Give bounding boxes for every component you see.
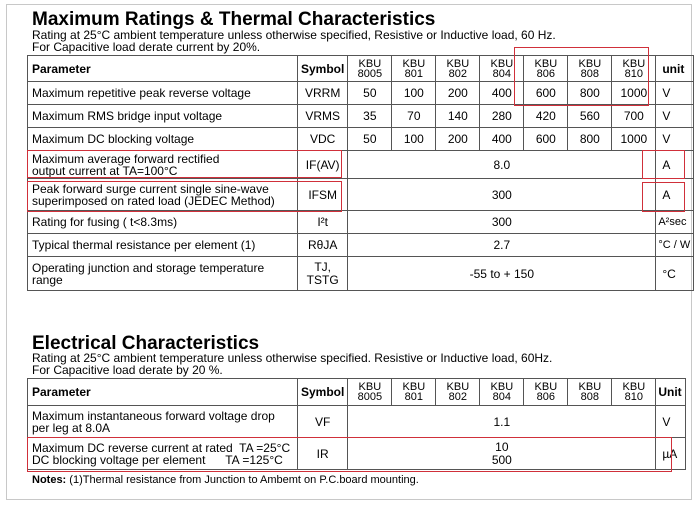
value-cell: 8.0 (348, 151, 656, 179)
table-row (28, 151, 694, 179)
header-model: KBU 810 (612, 56, 656, 82)
table-row (28, 438, 686, 470)
param-line: range (32, 272, 63, 287)
header-unit: Unit (656, 379, 685, 406)
value-cell: 800 (568, 82, 612, 105)
unit-cell: A²sec (656, 211, 694, 234)
section1-capacitive-note: For Capacitive load derate current by 20%. (32, 40, 261, 54)
unit-cell: °C / W (656, 234, 694, 257)
unit-cell: V (656, 105, 694, 128)
value-cell: 1.1 (348, 406, 656, 438)
table-row (28, 406, 686, 438)
header-unit: unit (656, 56, 694, 82)
value-cell: 400 (480, 128, 524, 151)
param-cell: Maximum RMS bridge input voltage (28, 105, 298, 128)
table-row (28, 105, 694, 128)
param-line: Operating junction and storage temperature (32, 260, 265, 275)
value-cell: -55 to + 150 (348, 257, 656, 291)
value-cell: 420 (524, 105, 568, 128)
header-model: KBU 808 (568, 379, 612, 406)
symbol-cell (298, 257, 348, 291)
table-row (28, 234, 694, 257)
unit-cell: V (656, 406, 685, 438)
param-line: output current at TA=100°C (32, 163, 178, 178)
param-line: Maximum instantaneous forward voltage drop (32, 408, 275, 423)
value-line: 500 (491, 452, 512, 467)
header-model: KBU 8005 (348, 56, 392, 82)
value-cell: 600 (524, 82, 568, 105)
value-cell: 70 (392, 105, 436, 128)
symbol-cell: RθJA (298, 234, 348, 257)
value-cell: 100 (392, 128, 436, 151)
header-model: KBU 810 (612, 379, 656, 406)
unit-cell: µA (656, 438, 685, 470)
section2-title: Electrical Characteristics (32, 333, 260, 354)
header-model: KBU 8005 (348, 379, 392, 406)
notes-label: Notes: (32, 474, 67, 486)
header-model: KBU 801 (392, 379, 436, 406)
param-line: Peak forward surge current single sine-wave (32, 181, 269, 196)
symbol-cell: VDC (298, 128, 348, 151)
value-cell: 50 (348, 82, 392, 105)
header-model: KBU 806 (524, 56, 568, 82)
value-cell: 560 (568, 105, 612, 128)
table-row (28, 128, 694, 151)
section1-title: Maximum Ratings & Thermal Characteristics (32, 9, 436, 30)
table-row (28, 211, 694, 234)
value-cell: 100 (392, 82, 436, 105)
symbol-cell: IF(AV) (298, 151, 348, 179)
param-cell (28, 257, 298, 291)
value-line: 10 (495, 439, 509, 454)
value-cell: 800 (568, 128, 612, 151)
value-cell: 400 (480, 82, 524, 105)
param-line: Maximum average forward rectified (32, 151, 220, 166)
unit-cell: V (656, 128, 694, 151)
header-model: KBU 802 (436, 56, 480, 82)
param-cell (28, 179, 298, 211)
ratings-header-row (28, 56, 694, 82)
table-row (28, 179, 694, 211)
value-cell: 600 (524, 128, 568, 151)
symbol-cell: IFSM (298, 179, 348, 211)
param-cell (28, 406, 298, 438)
header-model: KBU 806 (524, 379, 568, 406)
header-model: KBU 804 (480, 56, 524, 82)
header-symbol: Symbol (298, 379, 348, 406)
symbol-cell: VRMS (298, 105, 348, 128)
notes-text: (1)Thermal resistance from Junction to Ambemt on P.C.board mounting. (69, 474, 419, 486)
header-symbol: Symbol (298, 56, 348, 82)
electrical-header-row (28, 379, 686, 406)
header-model: KBU 804 (480, 379, 524, 406)
unit-cell: A (656, 151, 694, 179)
value-cell: 300 (348, 179, 656, 211)
section2-rating-note: Rating at 25°C ambient temperature unless otherwise specified. Resistive or Inductive load, 60Hz. (32, 351, 553, 365)
header-model: KBU 808 (568, 56, 612, 82)
param-cell: Typical thermal resistance per element (1) (28, 234, 298, 257)
param-line: superimposed on rated load (JEDEC Method) (32, 193, 275, 208)
value-cell: 280 (480, 105, 524, 128)
section1-rating-note: Rating at 25°C ambient temperature unless otherwise specified, Resistive or Inductive load, 60 Hz. (32, 28, 556, 42)
value-cell: 50 (348, 128, 392, 151)
param-cell: Rating for fusing ( t<8.3ms) (28, 211, 298, 234)
unit-cell: A (656, 179, 694, 211)
value-cell (348, 438, 656, 470)
param-cell (28, 151, 298, 179)
value-cell: 200 (436, 82, 480, 105)
symbol-cell: I²t (298, 211, 348, 234)
param-line: DC blocking voltage per element TA =125°C (32, 452, 283, 467)
symbol-line: TSTG (306, 272, 339, 287)
header-parameter: Parameter (28, 56, 298, 82)
symbol-cell: IR (298, 438, 348, 470)
ratings-table (27, 55, 694, 291)
value-cell: 300 (348, 211, 656, 234)
table-row (28, 257, 694, 291)
electrical-table (27, 378, 686, 470)
section2-capacitive-note: For Capacitive load derate by 20 %. (32, 363, 223, 377)
header-model: KBU 801 (392, 56, 436, 82)
param-cell: Maximum repetitive peak reverse voltage (28, 82, 298, 105)
unit-cell: °C (656, 257, 694, 291)
param-cell: Maximum DC blocking voltage (28, 128, 298, 151)
symbol-cell: VRRM (298, 82, 348, 105)
value-cell: 140 (436, 105, 480, 128)
value-cell: 35 (348, 105, 392, 128)
notes (32, 474, 419, 486)
symbol-cell: VF (298, 406, 348, 438)
unit-cell: V (656, 82, 694, 105)
value-cell: 700 (612, 105, 656, 128)
header-model: KBU 802 (436, 379, 480, 406)
param-line: Maximum DC reverse current at rated TA =25°C (32, 440, 291, 455)
table-row (28, 82, 694, 105)
value-cell: 1000 (612, 82, 656, 105)
value-cell: 2.7 (348, 234, 656, 257)
value-cell: 1000 (612, 128, 656, 151)
param-cell (28, 438, 298, 470)
value-cell: 200 (436, 128, 480, 151)
header-parameter: Parameter (28, 379, 298, 406)
symbol-line: TJ, (314, 259, 331, 274)
param-line: per leg at 8.0A (32, 420, 111, 435)
